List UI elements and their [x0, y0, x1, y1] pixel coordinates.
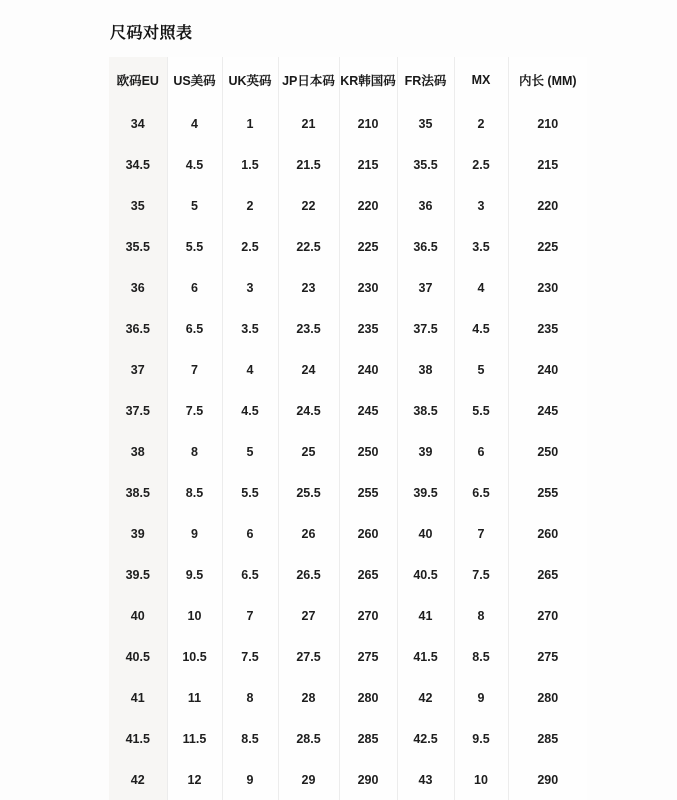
table-cell: 5.5 [454, 390, 508, 431]
table-cell: 260 [339, 513, 397, 554]
table-cell: 7 [222, 595, 278, 636]
table-header-row [109, 57, 587, 103]
table-cell: 270 [339, 595, 397, 636]
table-cell: 9.5 [167, 554, 222, 595]
table-row [109, 349, 587, 390]
table-cell: 285 [339, 718, 397, 759]
table-cell: 35 [397, 103, 454, 144]
table-row [109, 595, 587, 636]
table-cell: 25 [278, 431, 339, 472]
table-cell: 270 [508, 595, 587, 636]
table-cell: 35.5 [109, 226, 167, 267]
table-cell: 210 [508, 103, 587, 144]
table-cell: 38.5 [397, 390, 454, 431]
table-cell: 2.5 [222, 226, 278, 267]
table-row [109, 390, 587, 431]
table-cell: 230 [339, 267, 397, 308]
table-cell: 28.5 [278, 718, 339, 759]
table-cell: 225 [339, 226, 397, 267]
table-cell: 240 [508, 349, 587, 390]
table-cell: 37.5 [397, 308, 454, 349]
table-cell: 4 [222, 349, 278, 390]
table-cell: 245 [508, 390, 587, 431]
table-row [109, 636, 587, 677]
table-cell: 275 [508, 636, 587, 677]
table-cell: 280 [508, 677, 587, 718]
table-cell: 3.5 [454, 226, 508, 267]
table-cell: 36.5 [397, 226, 454, 267]
table-row [109, 308, 587, 349]
table-cell: 215 [339, 144, 397, 185]
page-title: 尺码对照表 [110, 25, 193, 42]
table-cell: 37.5 [109, 390, 167, 431]
table-cell: 1 [222, 103, 278, 144]
table-cell: 9 [167, 513, 222, 554]
table-cell: 255 [339, 472, 397, 513]
table-cell: 210 [339, 103, 397, 144]
table-cell: 4.5 [454, 308, 508, 349]
table-cell: 39.5 [109, 554, 167, 595]
table-cell: 10.5 [167, 636, 222, 677]
table-cell: 3 [454, 185, 508, 226]
table-cell: 7.5 [222, 636, 278, 677]
table-cell: 11 [167, 677, 222, 718]
table-cell: 2 [454, 103, 508, 144]
table-cell: 2 [222, 185, 278, 226]
table-row [109, 103, 587, 144]
table-cell: 5 [167, 185, 222, 226]
table-cell: 5 [222, 431, 278, 472]
table-cell: 7 [167, 349, 222, 390]
table-row [109, 759, 587, 800]
table-cell: 235 [508, 308, 587, 349]
table-cell: 275 [339, 636, 397, 677]
table-cell: 4.5 [222, 390, 278, 431]
table-cell: 23 [278, 267, 339, 308]
table-cell: 23.5 [278, 308, 339, 349]
table-cell: 35.5 [397, 144, 454, 185]
table-cell: 9 [222, 759, 278, 800]
table-cell: 22 [278, 185, 339, 226]
table-cell: 35 [109, 185, 167, 226]
table-cell: 9 [454, 677, 508, 718]
table-cell: 40 [397, 513, 454, 554]
table-cell: 6 [222, 513, 278, 554]
column-header: KR韩国码 [339, 57, 397, 103]
column-header: FR法码 [397, 57, 454, 103]
table-cell: 43 [397, 759, 454, 800]
table-row [109, 185, 587, 226]
table-cell: 220 [339, 185, 397, 226]
table-cell: 8 [222, 677, 278, 718]
table-cell: 7 [454, 513, 508, 554]
table-row [109, 226, 587, 267]
table-cell: 38 [397, 349, 454, 390]
table-row [109, 513, 587, 554]
table-cell: 8.5 [222, 718, 278, 759]
table-cell: 39 [109, 513, 167, 554]
table-cell: 41 [397, 595, 454, 636]
table-cell: 26 [278, 513, 339, 554]
table-cell: 290 [339, 759, 397, 800]
table-row [109, 677, 587, 718]
table-cell: 10 [167, 595, 222, 636]
column-header: UK英码 [222, 57, 278, 103]
table-cell: 8 [454, 595, 508, 636]
table-cell: 36 [109, 267, 167, 308]
table-cell: 235 [339, 308, 397, 349]
table-cell: 42.5 [397, 718, 454, 759]
table-cell: 10 [454, 759, 508, 800]
table-cell: 21 [278, 103, 339, 144]
table-cell: 28 [278, 677, 339, 718]
table-cell: 40.5 [109, 636, 167, 677]
table-cell: 6.5 [222, 554, 278, 595]
table-row [109, 144, 587, 185]
table-row [109, 431, 587, 472]
table-cell: 265 [339, 554, 397, 595]
table-cell: 41.5 [109, 718, 167, 759]
table-cell: 8 [167, 431, 222, 472]
table-row [109, 267, 587, 308]
column-header: MX [454, 57, 508, 103]
table-row [109, 718, 587, 759]
table-cell: 12 [167, 759, 222, 800]
table-cell: 7.5 [167, 390, 222, 431]
table-cell: 250 [508, 431, 587, 472]
table-cell: 7.5 [454, 554, 508, 595]
table-cell: 6.5 [454, 472, 508, 513]
table-cell: 39 [397, 431, 454, 472]
table-cell: 8.5 [454, 636, 508, 677]
table-cell: 290 [508, 759, 587, 800]
table-cell: 39.5 [397, 472, 454, 513]
table-cell: 255 [508, 472, 587, 513]
table-cell: 285 [508, 718, 587, 759]
column-header: US美码 [167, 57, 222, 103]
column-header: 欧码EU [109, 57, 167, 103]
column-header: JP日本码 [278, 57, 339, 103]
table-cell: 41.5 [397, 636, 454, 677]
table-cell: 5.5 [167, 226, 222, 267]
table-cell: 27 [278, 595, 339, 636]
table-cell: 6 [454, 431, 508, 472]
table-cell: 38 [109, 431, 167, 472]
table-cell: 220 [508, 185, 587, 226]
table-cell: 3.5 [222, 308, 278, 349]
table-cell: 240 [339, 349, 397, 390]
table-cell: 4 [167, 103, 222, 144]
table-cell: 42 [109, 759, 167, 800]
table-cell: 34 [109, 103, 167, 144]
table-cell: 3 [222, 267, 278, 308]
column-header: 内长 (MM) [508, 57, 587, 103]
table-cell: 1.5 [222, 144, 278, 185]
table-cell: 215 [508, 144, 587, 185]
table-row [109, 554, 587, 595]
table-cell: 265 [508, 554, 587, 595]
table-cell: 38.5 [109, 472, 167, 513]
table-cell: 250 [339, 431, 397, 472]
table-cell: 280 [339, 677, 397, 718]
table-cell: 41 [109, 677, 167, 718]
table-cell: 6.5 [167, 308, 222, 349]
table-cell: 230 [508, 267, 587, 308]
table-cell: 2.5 [454, 144, 508, 185]
table-cell: 36 [397, 185, 454, 226]
table-header [109, 57, 587, 103]
table-cell: 245 [339, 390, 397, 431]
table-cell: 8.5 [167, 472, 222, 513]
table-cell: 40 [109, 595, 167, 636]
table-cell: 6 [167, 267, 222, 308]
table-cell: 27.5 [278, 636, 339, 677]
table-cell: 25.5 [278, 472, 339, 513]
table-cell: 260 [508, 513, 587, 554]
table-cell: 24.5 [278, 390, 339, 431]
table-cell: 37 [397, 267, 454, 308]
table-cell: 11.5 [167, 718, 222, 759]
table-cell: 4 [454, 267, 508, 308]
table-cell: 9.5 [454, 718, 508, 759]
size-conversion-table-container [109, 57, 587, 800]
table-cell: 42 [397, 677, 454, 718]
table-cell: 5.5 [222, 472, 278, 513]
table-cell: 22.5 [278, 226, 339, 267]
table-cell: 4.5 [167, 144, 222, 185]
table-cell: 24 [278, 349, 339, 390]
table-cell: 26.5 [278, 554, 339, 595]
table-row [109, 472, 587, 513]
table-cell: 34.5 [109, 144, 167, 185]
table-cell: 29 [278, 759, 339, 800]
table-cell: 21.5 [278, 144, 339, 185]
table-body [109, 103, 587, 800]
table-cell: 225 [508, 226, 587, 267]
table-cell: 40.5 [397, 554, 454, 595]
table-cell: 37 [109, 349, 167, 390]
size-conversion-table [109, 57, 587, 800]
table-cell: 5 [454, 349, 508, 390]
table-cell: 36.5 [109, 308, 167, 349]
